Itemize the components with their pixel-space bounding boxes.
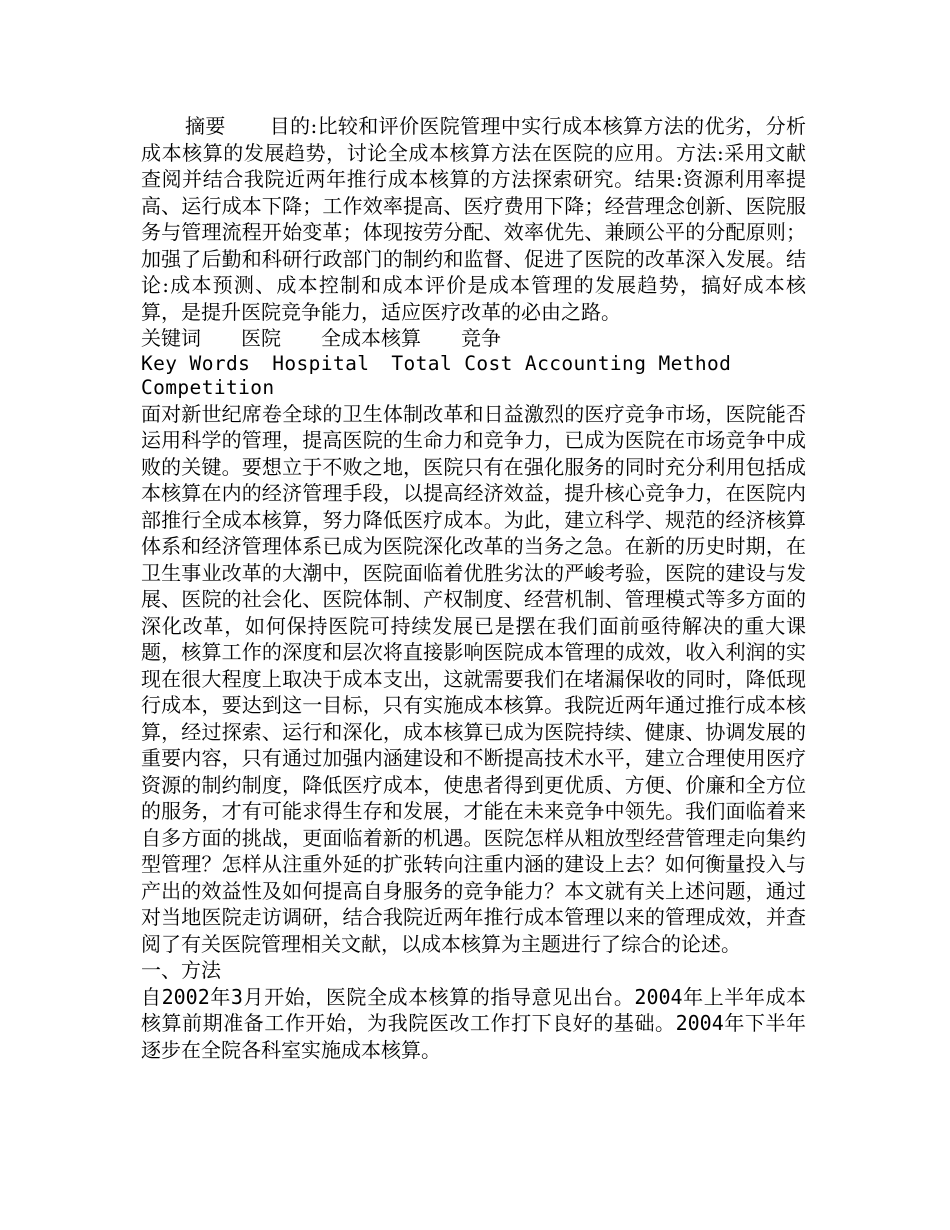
keyword-en-total-cost: Total Cost Accounting Method [391,351,732,375]
method-text-a: 自 [141,984,162,1009]
keyword-en-competition: Competition [141,376,275,399]
keywords-cn-label: 关键词 [141,326,201,350]
keywords-chinese [141,325,806,352]
keywords-english [141,352,806,401]
document-page [141,113,806,1063]
method-month: 3 [230,984,243,1009]
method-year-2002: 2002 [161,984,210,1009]
abstract-text: 目的:比较和评价医院管理中实行成本核算方法的优劣，分析成本核算的发展趋势，讨论全成本核算方法在医院的应用。方法:采用文献查阅并结合我院近两年推行成本核算的方法探索研究。结果:资源利用率提高、运行成本下降；工作效率提高、医疗费用下降；经营理念创新、医院服务与管理流程开始变革；体现按劳分配、效率优先、兼顾公平的分配原则；加强了后勤和科研行政部门的制约和监督、促进了医院的改革深入发展。结论:成本预测、成本控制和成本评价是成本管理的发展趋势，搞好成本核算，是提升医院竞争能力，适应医疗改革的必由之路。 [141,114,806,324]
keyword-cn-competition: 竞争 [461,326,501,350]
method-year-2004b: 2004 [675,1011,724,1035]
keywords-en-label: Key Words [141,351,251,375]
section-heading-method: 一、方法 [141,958,221,982]
method-text-c: 月开始，医院全成本核算的指导意见出台。 [242,984,635,1009]
keyword-cn-hospital: 医院 [241,326,281,350]
method-year-2004a: 2004 [634,984,683,1009]
method-paragraph [141,984,806,1064]
method-text-d: 年上半年成本核算前期准备工作开始，为我院医改工作打下良好的基础。 [141,984,807,1035]
method-text-e: 年下半年逐步在全院各科室实施成本核算。 [141,1011,807,1062]
method-text-b: 年 [209,984,231,1009]
abstract-label: 摘要 [185,114,226,138]
keyword-cn-total-cost: 全成本核算 [321,326,421,350]
keyword-en-hospital: Hospital [272,351,370,375]
abstract-paragraph [141,113,806,325]
intro-paragraph: 面对新世纪席卷全球的卫生体制改革和日益激烈的医疗竞争市场，医院能否运用科学的管理，提高医院的生命力和竞争力，已成为医院在市场竞争中成败的关键。要想立于不败之地，医院只有在强化服务的同时充分利用包括成本核算在内的经济管理手段，以提高经济效益，提升核心竞争力，在医院内部推行全成本核算，努力降低医疗成本。为此，建立科学、规范的经济核算体系和经济管理体系已成为医院深化改革的当务之急。在新的历史时期，在卫生事业改革的大潮中，医院面临着优胜劣汰的严峻考验，医院的建设与发展、医院的社会化、医院体制、产权制度、经营机制、管理模式等多方面的深化改革，如何保持医院可持续发展已是摆在我们面前亟待解决的重大课题，核算工作的深度和层次将直接影响医院成本管理的成效，收入利润的实现在很大程度上取决于成本支出，这就需要我们在堵漏保收的同时，降低现行成本，要达到这一目标，只有实施成本核算。我院近两年通过推行成本核算，经过探索、运行和深化，成本核算已成为医院持续、健康、协调发展的重要内容，只有通过加强内涵建设和不断提高技术水平，建立合理使用医疗资源的制约制度，降低医疗成本，使患者得到更优质、方便、价廉和全方位的服务，才有可能求得生存和发展，才能在未来竞争中领先。我们面临着来自多方面的挑战，更面临着新的机遇。医院怎样从粗放型经营管理走向集约型管理？怎样从注重外延的扩张转向注重内涵的建设上去？如何衡量投入与产出的效益性及如何提高自身服务的竞争能力？本文就有关上述问题，通过对当地医院走访调研，结合我院近两年推行成本管理以来的管理成效，并查阅了有关医院管理相关文献，以成本核算为主题进行了综合的论述。 [141,401,806,956]
